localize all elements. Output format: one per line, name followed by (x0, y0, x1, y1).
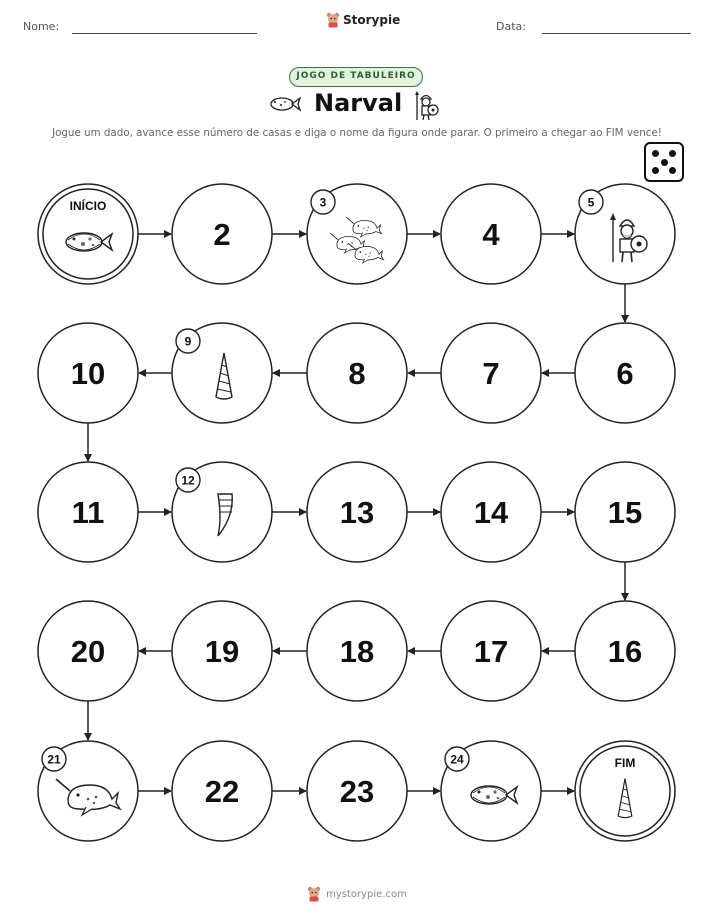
space-number: 7 (482, 356, 500, 391)
space-number: 5 (587, 195, 595, 210)
board-space-11 (38, 462, 138, 562)
space-number: 2 (213, 217, 231, 252)
space-number: 11 (71, 495, 105, 530)
space-number: 21 (47, 752, 61, 767)
board-space-9 (172, 323, 272, 423)
space-label: FIM (614, 756, 636, 770)
board-space-15 (575, 462, 675, 562)
page-title: Narval (314, 89, 403, 117)
space-number: 9 (184, 334, 192, 349)
board-space-3 (307, 184, 407, 284)
board-space-7 (441, 323, 541, 423)
board-space-6 (575, 323, 675, 423)
instructions-text: Jogue um dado, avance esse número de casas e diga o nome da figura onde parar. O primeiro a chegar ao FIM vence! (52, 127, 662, 139)
space-number: 8 (348, 356, 366, 391)
board-space-8 (307, 323, 407, 423)
board-space-20 (38, 601, 138, 701)
space-number: 10 (70, 356, 106, 391)
brand-name: Storypie (343, 13, 401, 27)
board-space-13 (307, 462, 407, 562)
board-space-1 (38, 184, 138, 284)
date-label: Data: (496, 20, 526, 33)
space-number: 18 (339, 634, 375, 669)
space-number: 4 (482, 217, 500, 252)
board-space-14 (441, 462, 541, 562)
board-space-17 (441, 601, 541, 701)
space-number: 12 (181, 473, 195, 488)
board-space-25 (575, 741, 675, 841)
space-number: 16 (607, 634, 643, 669)
space-label: INÍCIO (69, 199, 107, 213)
game-type-badge: JOGO DE TABULEIRO (289, 67, 423, 87)
board-space-10 (38, 323, 138, 423)
space-number: 15 (607, 495, 643, 530)
space-number: 14 (473, 495, 509, 530)
board-space-19 (172, 601, 272, 701)
board-space-24 (441, 741, 541, 841)
bear-icon (307, 886, 321, 902)
board-space-12 (172, 462, 272, 562)
space-number: 13 (339, 495, 375, 530)
footer (0, 886, 714, 902)
board-space-18 (307, 601, 407, 701)
space-number: 17 (473, 634, 509, 669)
board-space-5 (575, 184, 675, 284)
board-space-23 (307, 741, 407, 841)
board-space-4 (441, 184, 541, 284)
board-space-22 (172, 741, 272, 841)
space-number: 3 (319, 195, 327, 210)
space-number: 6 (616, 356, 634, 391)
space-number: 23 (339, 774, 375, 809)
board-space-2 (172, 184, 272, 284)
board-spaces (38, 184, 675, 841)
space-number: 20 (70, 634, 106, 669)
footer-url: mystorypie.com (326, 888, 407, 900)
space-number: 24 (450, 752, 464, 767)
board-space-21 (38, 741, 138, 841)
space-number: 22 (204, 774, 240, 809)
space-number: 19 (204, 634, 240, 669)
board-space-16 (575, 601, 675, 701)
name-label: Nome: (23, 20, 60, 33)
